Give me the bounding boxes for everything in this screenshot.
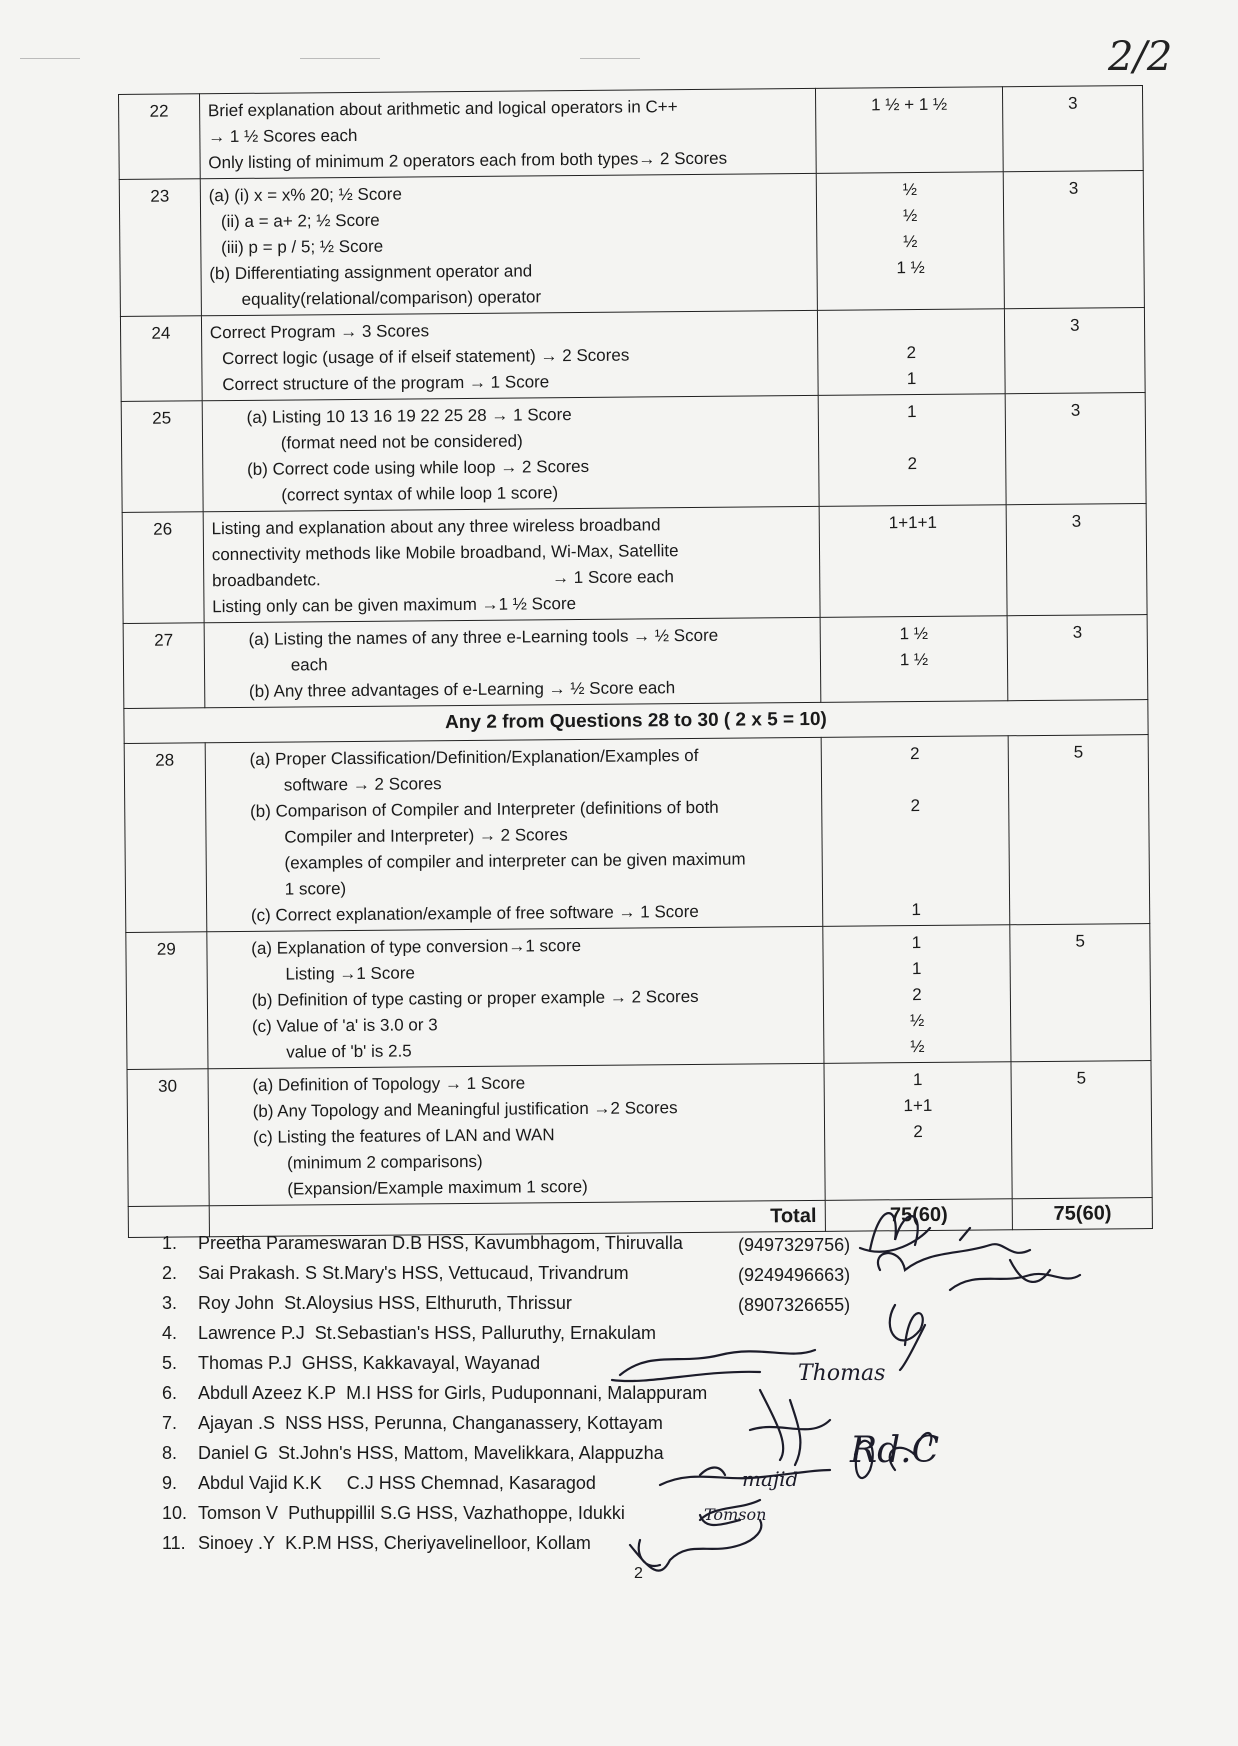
question-description: (a) Definition of Topology → 1 Score (b) Any Topology and Meaningful justification →2 Scores (c) Listing the features of LAN and WAN (minimum 2 comparisons) (Expansion/Example maximum 1 score) (208, 1063, 825, 1205)
page-number: 2 (634, 1565, 643, 1582)
question-number: 27 (123, 623, 205, 709)
question-number: 25 (121, 401, 203, 513)
question-total: 5 (1010, 924, 1151, 1062)
list-item: 4. Lawrence P.J St.Sebastian's HSS, Palluruthy, Ernakulam (162, 1323, 657, 1343)
list-item: 9. Abdul Vajid K.K C.J HSS Chemnad, Kasaragod (162, 1473, 596, 1493)
question-total: 5 (1011, 1061, 1152, 1199)
question-number: 26 (122, 512, 204, 624)
signature-text-majid: majid (742, 1467, 799, 1491)
question-description: Brief explanation about arithmetic and logical operators in C++ → 1 ½ Scores each Only listing of minimum 2 operators each from both types→ 2 Scores (199, 88, 816, 178)
score-breakdown: 2 1 (817, 309, 1006, 396)
score-breakdown: ½ ½ ½ 1 ½ (816, 172, 1005, 311)
section-heading: Any 2 from Questions 28 to 30 ( 2 x 5 = 10) (124, 700, 1148, 744)
signature-text-rdc: Rd.C (850, 1430, 940, 1471)
list-item: 7. Ajayan .S NSS HSS, Perunna, Changanassery, Kottayam (162, 1413, 663, 1433)
question-description: (a) Proper Classification/Definition/Explanation/Examples of software → 2 Scores (b) Comparison of Compiler and Interpreter (definitions of both Compiler and Interpreter) → 2 Scores (examples of compiler and interpreter can be given maximum 1 score) (c) Correct explanation/example of free software → 1 Score (205, 737, 822, 931)
score-breakdown: 2 2 1 (821, 736, 1010, 927)
score-breakdown: 1 ½ + 1 ½ (815, 87, 1004, 174)
total-score: 75(60) (825, 1199, 1013, 1232)
score-breakdown: 1 ½ 1 ½ (820, 616, 1009, 703)
signature-10 (630, 1520, 761, 1571)
question-total: 3 (1003, 86, 1143, 172)
list-item: 2. Sai Prakash. S St.Mary's HSS, Vettucaud, Trivandrum (162, 1263, 629, 1283)
score-breakdown: 1+1+1 (819, 505, 1008, 618)
question-number: 23 (119, 179, 201, 317)
question-total: 3 (1008, 615, 1148, 701)
question-total: 3 (1005, 308, 1145, 394)
list-item: 11. Sinoey .Y K.P.M HSS, Cheriyavelinelloor, Kollam (162, 1533, 591, 1553)
score-breakdown: 1 1+1 2 (824, 1062, 1013, 1201)
list-item: 8. Daniel G St.John's HSS, Mattom, Mavelikkara, Alappuzha (162, 1443, 664, 1463)
question-total: 3 (1006, 393, 1147, 505)
question-total: 3 (1004, 171, 1145, 309)
question-description: Listing and explanation about any three wireless broadband connectivity methods like Mobile broadband, Wi-Max, Satellite broadbandetc. → 1 Score each Listing only can be given maximum →1 ½ Score (203, 506, 820, 622)
list-item: 10. Tomson V Puthuppillil S.G HSS, Vazhathoppe, Idukki (162, 1503, 625, 1523)
question-total: 3 (1007, 504, 1148, 616)
question-number: 30 (127, 1069, 209, 1207)
question-description: (a) (i) x = x% 20; ½ Score (ii) a = a+ 2; ½ Score (iii) p = p / 5; ½ Score (b) Differentiating assignment operator and equality(relational/comparison) operator (200, 173, 817, 315)
question-description: (a) Explanation of type conversion→1 score Listing →1 Score (b) Definition of type casting or proper example → 2 Scores (c) Value of 'a' is 3.0 or 3 value of 'b' is 2.5 (207, 926, 824, 1068)
question-number: 28 (124, 743, 206, 933)
signature-text-thomas: Thomas (798, 1361, 886, 1386)
signature-1 (860, 1213, 930, 1252)
signature-3 (950, 1260, 1080, 1290)
phone-number: (9249496663) (738, 1265, 851, 1285)
signature-5 (612, 1350, 815, 1381)
total-max: 75(60) (1013, 1198, 1153, 1230)
list-item: 3. Roy John St.Aloysius HSS, Elthuruth, Thrissur (162, 1293, 572, 1313)
signature-text-tomson: Tomson (704, 1505, 767, 1524)
signature-2 (878, 1228, 1030, 1270)
score-breakdown: 1 1 2 ½ ½ (822, 925, 1011, 1064)
signature-6 (750, 1390, 830, 1465)
question-description: (a) Listing the names of any three e-Learning tools → ½ Score each (b) Any three advantages of e-Learning → ½ Score each (204, 617, 821, 707)
question-number: 22 (119, 94, 201, 180)
question-number: 24 (120, 316, 202, 402)
question-description: (a) Listing 10 13 16 19 22 25 28 → 1 Score (format need not be considered) (b) Correct code using while loop → 2 Scores (correct syntax of while loop 1 score) (202, 395, 819, 511)
question-description: Correct Program → 3 Scores Correct logic (usage of if elseif statement) → 2 Scores Correct structure of the program → 1 Score (201, 310, 818, 400)
page-mark: 2/2 (1108, 34, 1173, 80)
score-breakdown: 1 2 (818, 394, 1007, 507)
phone-number: (9497329756) (738, 1235, 851, 1255)
total-label: Total (209, 1200, 825, 1236)
phone-number: (8907326655) (738, 1295, 851, 1315)
question-total: 5 (1009, 735, 1150, 925)
list-item: 1. Preetha Parameswaran D.B HSS, Kavumbhagom, Thiruvalla (162, 1233, 683, 1253)
list-item: 5. Thomas P.J GHSS, Kakkavayal, Wayanad (162, 1353, 541, 1373)
question-number: 29 (126, 932, 208, 1070)
list-item: 6. Abdull Azeez K.P M.I HSS for Girls, Puduponnani, Malappuram (162, 1383, 708, 1403)
signature-4 (890, 1305, 925, 1370)
